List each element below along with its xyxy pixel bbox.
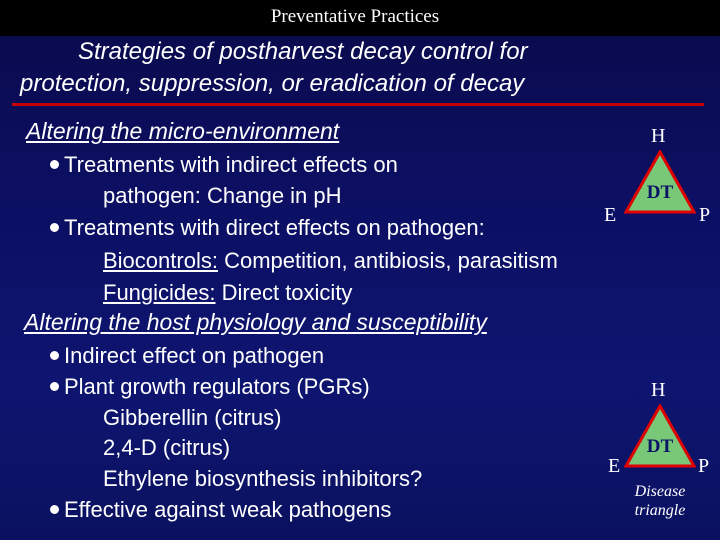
bullet-text: Plant growth regulators (PGRs) (64, 374, 370, 399)
bullet-item-indirect-cont: pathogen: Change in pH (103, 183, 342, 208)
bullet-text: Effective against weak pathogens (64, 497, 392, 522)
heading-line-1: Strategies of postharvest decay control for (78, 38, 528, 65)
caption-line-1: Disease (634, 483, 686, 500)
bullet-icon (50, 505, 59, 514)
disease-triangle-caption (615, 482, 705, 520)
bullet-text: Treatments with direct effects on pathogen: (64, 215, 485, 240)
slide-title: Preventative Practices (270, 6, 440, 27)
sub-item-label: Biocontrols: (103, 248, 218, 273)
sub-item-text: Direct toxicity (215, 280, 353, 305)
bullet-icon (50, 382, 59, 391)
sub-item-fungicides (103, 280, 352, 306)
disease-triangle-icon (624, 150, 696, 214)
triangle1-host-label: H (651, 125, 666, 147)
triangle1-center-text: DT (646, 182, 674, 203)
disease-triangle-icon (624, 404, 696, 468)
sub-item-biocontrols (103, 248, 558, 274)
triangle2-pathogen-label: P (698, 455, 710, 477)
triangle1-pathogen-label: P (699, 204, 711, 226)
sub-item-24d: 2,4-D (citrus) (103, 435, 231, 460)
triangle1-environment-label: E (604, 204, 617, 226)
bullet-icon (50, 351, 59, 360)
sub-item-text: Competition, antibiosis, parasitism (217, 248, 558, 273)
triangle2-center-text: DT (646, 436, 674, 457)
section-micro-environment-title: Altering the micro-environment (26, 118, 340, 144)
triangle2-host-label: H (651, 379, 666, 401)
bullet-text: Treatments with indirect effects on (64, 152, 398, 177)
bullet-icon (50, 160, 59, 169)
caption-line-2: triangle (634, 502, 686, 519)
sub-item-ethylene: Ethylene biosynthesis inhibitors? (103, 466, 423, 491)
triangle2-environment-label: E (608, 455, 621, 477)
bullet-text: Indirect effect on pathogen (64, 343, 325, 368)
heading-rule (12, 103, 704, 106)
heading-line-2: protection, suppression, or eradication of decay (20, 70, 525, 97)
section-host-physiology-title: Altering the host physiology and susceptibility (24, 309, 487, 335)
bullet-item-indirect-effect (50, 343, 324, 369)
sub-item-label: Fungicides: (103, 280, 216, 305)
bullet-icon (50, 223, 59, 232)
bullet-item-pgrs (50, 374, 370, 400)
sub-item-gibberellin: Gibberellin (citrus) (103, 405, 282, 430)
bullet-item-indirect (50, 152, 398, 178)
bullet-item-weak-pathogens (50, 497, 391, 523)
bullet-item-direct (50, 215, 485, 241)
